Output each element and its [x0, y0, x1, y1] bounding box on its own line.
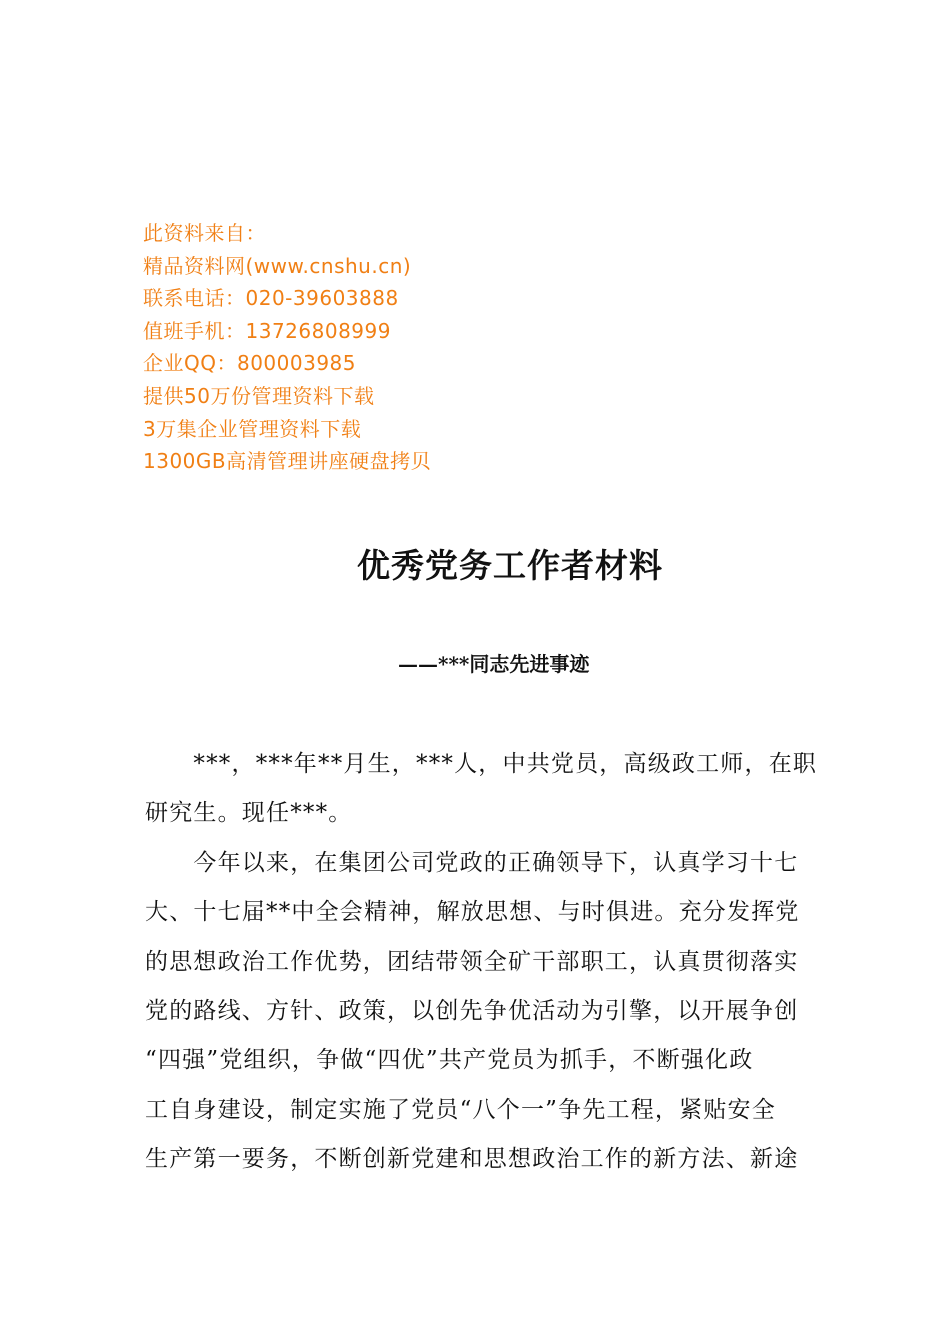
body-line: 工自身建设，制定实施了党员“八个一”争先工程，紧贴安全: [145, 1096, 776, 1123]
body-line: 大、十七届**中全会精神，解放思想、与时俱进。充分发挥党: [145, 899, 800, 926]
body-line: 生产第一要务，不断创新党建和思想政治工作的新方法、新途: [145, 1146, 799, 1173]
source-offer-line: 3万集企业管理资料下载: [143, 416, 362, 441]
source-qq-line: 企业QQ：800003985: [143, 351, 357, 376]
body-line: 今年以来，在集团公司党政的正确领导下，认真学习十七: [145, 849, 799, 876]
source-intro-line: 此资料来自：: [143, 221, 266, 245]
source-offer-line: 提供50万份管理资料下载: [143, 383, 375, 408]
source-info-block: [143, 217, 643, 478]
document-body: [145, 740, 818, 1185]
source-phone-line: 联系电话：020-39603888: [143, 286, 399, 311]
document-title: 优秀党务工作者材料: [357, 546, 663, 585]
body-line: 研究生。现任***。: [145, 800, 353, 827]
body-line: ***，***年**月生，***人，中共党员，高级政工师，在职: [145, 751, 818, 777]
source-offer-line: 1300GB高清管理讲座硬盘拷贝: [143, 449, 432, 474]
body-line: 的思想政治工作优势，团结带领全矿干部职工，认真贯彻落实: [145, 948, 799, 975]
source-mobile-line: 值班手机：13726808999: [143, 318, 391, 343]
body-line: 党的路线、方针、政策，以创先争优活动为引擎，以开展争创: [145, 997, 799, 1024]
source-website-line: 精品资料网(www.cnshu.cn): [143, 253, 412, 278]
document-subtitle: ——***同志先进事迹: [398, 652, 590, 676]
body-line: “四强”党组织，争做“四优”共产党员为抓手，不断强化政: [145, 1047, 754, 1074]
